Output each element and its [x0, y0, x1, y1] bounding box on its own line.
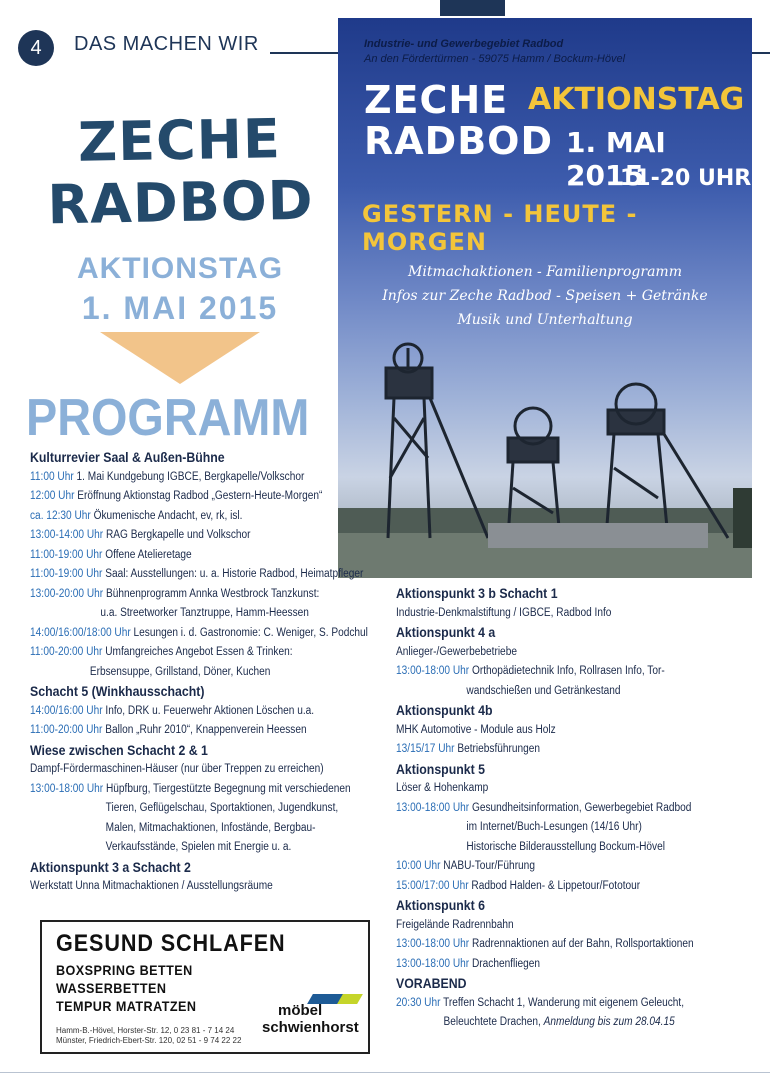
- title-line2: RADBOD: [46, 168, 315, 237]
- ad-line1: BOXSPRING BETTEN: [56, 962, 193, 978]
- header-rule: [270, 52, 340, 54]
- program-item: Industrie-Denkmalstiftung / IGBCE, Radbod Info: [396, 606, 612, 619]
- event-date: 1. MAI 2015: [81, 290, 279, 326]
- top-accent-bar: [440, 0, 505, 16]
- program-item: 15:00/17:00 Uhr Radbod Halden- & Lippetour/Fototour: [396, 879, 641, 892]
- bottom-rule: [0, 1072, 770, 1073]
- section-heading-ap5: Aktionspunkt 5: [396, 760, 485, 777]
- section-title: DAS MACHEN WIR: [74, 33, 259, 55]
- program-item: Löser & Hohenkamp: [396, 782, 489, 794]
- poster-radbod: RADBOD: [364, 119, 554, 163]
- title-line1: ZECHE: [77, 107, 282, 174]
- program-item: 13:00-18:00 Uhr Hüpfburg, Tiergestützte Begegnung mit verschiedenen: [30, 782, 351, 795]
- program-item: 14:00/16:00 Uhr Info, DRK u. Feuerwehr Aktionen Löschen u.a.: [30, 704, 315, 717]
- headframe-illustration: [338, 338, 752, 578]
- program-item: Anlieger-/Gewerbebetriebe: [396, 645, 517, 658]
- program-item: 11:00-20:00 Uhr Ballon „Ruhr 2010“, Knappenverein Heessen: [30, 724, 307, 736]
- program-item-cont: Malen, Mitmachaktionen, Infostände, Bergbau-: [105, 821, 316, 834]
- program-item: Werkstatt Unna Mitmachaktionen / Ausstellungsräume: [30, 880, 273, 892]
- section-heading-wiese: Wiese zwischen Schacht 2 & 1: [30, 741, 208, 758]
- poster-info-line2: Infos zur Zeche Radbod - Speisen + Getränke: [382, 288, 708, 304]
- ad-address1: Hamm-B.-Hövel, Horster-Str. 12, 0 23 81 - 7 14 24: [56, 1026, 235, 1035]
- section-heading-ap4b: Aktionspunkt 4b: [396, 702, 493, 718]
- ad-address2: Münster, Friedrich-Ebert-Str. 120, 02 51 - 9 74 22 22: [56, 1036, 242, 1045]
- program-item: Dampf-Fördermaschinen-Häuser (nur über Treppen zu erreichen): [30, 763, 324, 775]
- poster-info-line3: Musik und Unterhaltung: [457, 312, 633, 328]
- programm-heading: PROGRAMM: [26, 389, 310, 447]
- poster-tagline: GESTERN - HEUTE - MORGEN: [362, 200, 638, 256]
- section-heading-ap3b: Aktionspunkt 3 b Schacht 1: [396, 585, 558, 601]
- section-heading-ap6: Aktionspunkt 6: [396, 897, 485, 913]
- section-heading-vorabend: VORABEND: [396, 975, 467, 991]
- program-item: 11:00-19:00 Uhr Saal: Ausstellungen: u. a. Historie Radbod, Heimatpfleger: [30, 568, 364, 580]
- program-item: 13:00-18:00 Uhr Radrennaktionen auf der Bahn, Rollsportaktionen: [396, 938, 694, 950]
- page-number: 4: [18, 30, 54, 66]
- program-item: 13:00-18:00 Uhr Drachenfliegen: [396, 957, 541, 970]
- logo-text-moebel: möbel: [278, 1002, 323, 1019]
- program-item-cont: Erbsensuppe, Grillstand, Döner, Kuchen: [89, 665, 271, 678]
- logo-text-schwienhorst: schwienhorst: [262, 1019, 359, 1036]
- program-item: MHK Automotive - Module aus Holz: [396, 723, 556, 736]
- advertisement: [40, 920, 370, 1054]
- program-item: 13/15/17 Uhr Betriebsführungen: [396, 743, 541, 755]
- poster-time: 11-20 UHR: [620, 166, 752, 191]
- poster-info-line1: Mitmachaktionen - Familienprogramm: [408, 264, 682, 280]
- section-heading-ap4a: Aktionspunkt 4 a: [396, 624, 496, 640]
- left-program: [30, 448, 368, 897]
- program-item-cont: Tieren, Geflügelschau, Sportaktionen, Jugendkunst,: [105, 802, 339, 814]
- program-item: 13:00-18:00 Uhr Gesundheitsinformation, Gewerbegebiet Radbod: [396, 801, 692, 814]
- section-heading-schacht5: Schacht 5 (Winkhausschacht): [30, 683, 205, 699]
- down-arrow-icon: [100, 332, 260, 384]
- program-item-cont: Beleuchtete Drachen, Anmeldung bis zum 28.04.15: [443, 1016, 675, 1028]
- program-item: Freigelände Radrennbahn: [396, 918, 514, 931]
- title-zeche-radbod: [29, 107, 331, 236]
- poster-address-line1: Industrie- und Gewerbegebiet Radbod: [364, 38, 564, 50]
- program-item: 13:00-20:00 Uhr Bühnenprogramm Annka Westbrock Tanzkunst:: [30, 587, 320, 600]
- ad-line3: TEMPUR MATRATZEN: [56, 998, 197, 1014]
- program-item-cont: Verkaufsstände, Spielen mit Energie u. a.: [105, 841, 292, 853]
- ad-title: GESUND SCHLAFEN: [56, 930, 286, 957]
- program-item: 14:00/16:00/18:00 Uhr Lesungen i. d. Gastronomie: C. Weniger, S. Podchul: [30, 626, 368, 639]
- program-item: 20:30 Uhr Treffen Schacht 1, Wanderung mit eigenem Geleucht,: [396, 996, 685, 1009]
- event-name: AKTIONSTAG: [76, 252, 284, 285]
- right-program: [396, 584, 694, 1033]
- program-item: 11:00 Uhr 1. Mai Kundgebung IGBCE, Bergkapelle/Volkschor: [30, 470, 305, 483]
- section-heading-ap3a: Aktionspunkt 3 a Schacht 2: [30, 858, 191, 875]
- program-item: 13:00-14:00 Uhr RAG Bergkapelle und Volkschor: [30, 529, 251, 541]
- program-item-cont: im Internet/Buch-Lesungen (14/16 Uhr): [466, 821, 642, 833]
- program-item-cont: wandschießen und Getränkestand: [466, 684, 621, 697]
- poster-zeche: ZECHE: [364, 78, 509, 122]
- ad-line2: WASSERBETTEN: [56, 980, 167, 996]
- program-item: 11:00-20:00 Uhr Umfangreiches Angebot Essen & Trinken:: [30, 646, 293, 658]
- program-item-cont: Historische Bilderausstellung Bockum-Hövel: [466, 840, 665, 853]
- poster-date: 1. MAI 2015: [566, 126, 666, 192]
- program-item: 10:00 Uhr NABU-Tour/Führung: [396, 860, 535, 872]
- program-item: 12:00 Uhr Eröffnung Aktionstag Radbod „Gestern-Heute-Morgen“: [30, 490, 323, 502]
- event-poster: [338, 18, 752, 578]
- program-item: ca. 12:30 Uhr Ökumenische Andacht, ev, rk, isl.: [30, 509, 243, 522]
- section-heading-kulturrevier: Kulturrevier Saal & Außen-Bühne: [30, 449, 225, 465]
- poster-address-line2: An den Fördertürmen - 59075 Hamm / Bockum-Hövel: [364, 53, 626, 65]
- program-item-cont: u.a. Streetworker Tanztruppe, Hamm-Heessen: [100, 607, 309, 619]
- poster-aktionstag: AKTIONSTAG: [528, 82, 745, 117]
- program-item: 13:00-18:00 Uhr Orthopädietechnik Info, Rollrasen Info, Tor-: [396, 665, 665, 677]
- logo-accent-icon: [337, 994, 363, 1004]
- program-item: 11:00-19:00 Uhr Offene Atelieretage: [30, 548, 192, 561]
